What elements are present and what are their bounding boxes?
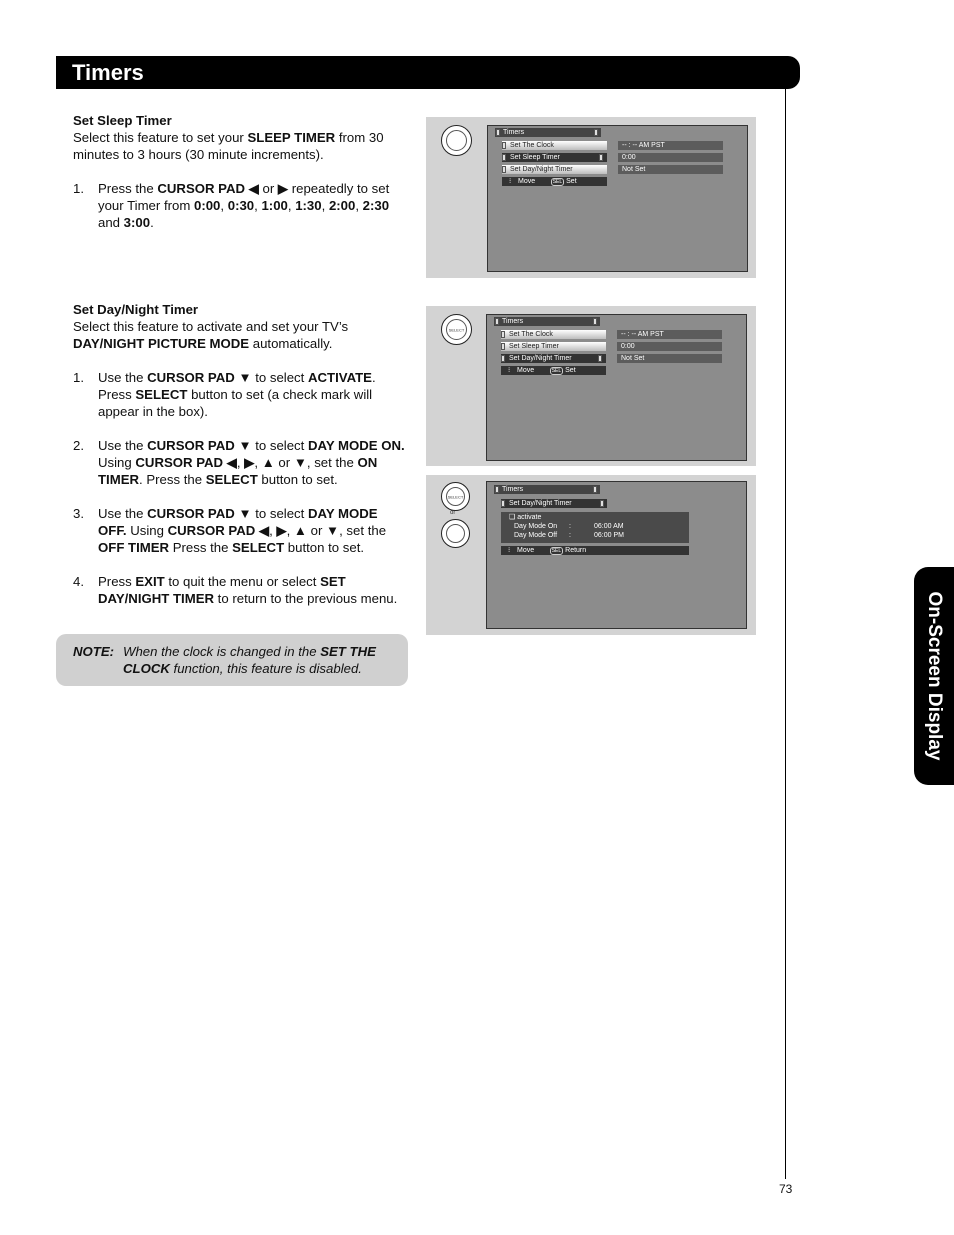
- margin-rule: [785, 89, 786, 1179]
- daynight-step-4: 4. Press EXIT to quit the menu or select SET DAY/NIGHT TIMER to return to the previous menu.: [73, 574, 398, 606]
- daynight-timer-heading: Set Day/Night Timer: [73, 302, 199, 317]
- select-key-icon: SEL: [551, 368, 562, 374]
- menu-edge-icon: [495, 486, 499, 493]
- menu-edge-icon: [593, 318, 597, 325]
- menu-hint-bar: ⁝ Move SEL Set: [501, 366, 606, 375]
- day-mode-on-label: Day Mode On: [514, 523, 558, 530]
- clock-value: -- : -- AM PST: [617, 330, 722, 339]
- up-down-arrows-icon: ⁝: [508, 547, 511, 554]
- sleep-value: 0:00: [618, 153, 723, 162]
- sleep-steps: [73, 180, 408, 231]
- menu-edge-icon: [496, 129, 500, 136]
- daynight-settings-box: [501, 512, 689, 543]
- day-mode-on-colon: :: [569, 523, 571, 530]
- menu-edge-icon: [501, 500, 505, 507]
- daynight-timer-section: [73, 301, 408, 607]
- arrows-icon: ⁝: [509, 178, 512, 185]
- select-key-icon: SEL: [552, 179, 563, 185]
- cursor-pad-icon: [441, 519, 470, 548]
- tv-menu-screen: [486, 481, 747, 629]
- daynight-value: Not Set: [617, 354, 722, 363]
- menu-edge-icon: [501, 355, 505, 362]
- menu-edge-icon: [502, 166, 506, 173]
- submenu-title: Set Day/Night Timer: [501, 499, 607, 508]
- section-tab-label: On-Screen Display: [924, 591, 945, 761]
- menu-edge-icon: [495, 318, 499, 325]
- or-label: or: [450, 510, 456, 516]
- cursor-pad-icon: [441, 125, 472, 156]
- menu-edge-icon: [593, 486, 597, 493]
- daynight-steps: [73, 369, 408, 607]
- menu-hint-bar: ⁝ Move SEL Set: [502, 177, 607, 186]
- note-text: When the clock is changed in the SET THE CLOCK function, this feature is disabled.: [123, 644, 376, 676]
- sleep-timer-screenshot: [426, 117, 756, 278]
- page-number: 73: [779, 1182, 793, 1196]
- sleep-value: 0:00: [617, 342, 722, 351]
- daynight-step-2: 2. Use the CURSOR PAD ▼ to select DAY MODE ON. Using CURSOR PAD ◀, ▶, ▲ or ▼, set the ON TIMER. Press the SELECT button to set.: [73, 438, 405, 487]
- daynight-value: Not Set: [618, 165, 723, 174]
- clock-value: -- : -- AM PST: [618, 141, 723, 150]
- arrows-icon: ⁝: [508, 367, 511, 374]
- sleep-step-1: 1. Press the CURSOR PAD ◀ or ▶ repeatedly to set your Timer from 0:00, 0:30, 1:00, 1:30, 2:00, 2:30 and 3:00.: [73, 181, 390, 230]
- tv-menu-screen: [486, 314, 747, 461]
- menu-item-daynight-timer: Set Day/Night Timer: [502, 165, 607, 174]
- day-mode-off-colon: :: [569, 532, 571, 539]
- menu-edge-icon: [600, 500, 604, 507]
- daynight-timer-intro: Select this feature to activate and set your TV’s DAY/NIGHT PICTURE MODE automatically.: [73, 319, 349, 351]
- daynight-step-1: 1. Use the CURSOR PAD ▼ to select ACTIVATE. Press SELECT button to set (a check mark will appear in the box).: [73, 370, 376, 419]
- page-title-bar: [56, 56, 800, 89]
- menu-edge-icon: [599, 154, 603, 161]
- day-mode-on-value: 06:00 AM: [594, 523, 624, 530]
- menu-edge-icon: [501, 331, 505, 338]
- tv-menu-screen: [487, 125, 748, 272]
- menu-edge-icon: [594, 129, 598, 136]
- page-title: Timers: [72, 60, 144, 85]
- note-label: NOTE:: [73, 644, 115, 659]
- menu-item-set-clock: Set The Clock: [501, 330, 606, 339]
- menu-item-sleep-timer: Set Sleep Timer: [501, 342, 606, 351]
- sleep-timer-intro: Select this feature to set your SLEEP TIMER from 30 minutes to 3 hours (30 minute increments).: [73, 130, 384, 162]
- sleep-timer-heading: Set Sleep Timer: [73, 113, 172, 128]
- menu-edge-icon: [501, 343, 505, 350]
- day-mode-off-label: Day Mode Off: [514, 532, 558, 539]
- menu-title: Timers: [494, 485, 600, 494]
- sleep-timer-section: [73, 112, 408, 231]
- note-box: [56, 634, 408, 686]
- select-button-icon: SELECT: [441, 482, 470, 511]
- menu-item-sleep-timer: Set Sleep Timer: [502, 153, 607, 162]
- menu-item-set-clock: Set The Clock: [502, 141, 607, 150]
- daynight-settings-screenshot: [426, 475, 756, 635]
- day-mode-off-value: 06:00 PM: [594, 532, 624, 539]
- menu-edge-icon: [502, 142, 506, 149]
- daynight-menu-screenshot: [426, 306, 756, 466]
- select-key-icon: SEL: [551, 548, 562, 554]
- daynight-step-3: 3. Use the CURSOR PAD ▼ to select DAY MODE OFF. Using CURSOR PAD ◀, ▶, ▲ or ▼, set the OFF TIMER Press the SELECT button to set.: [73, 506, 387, 555]
- menu-hint-bar: ⁝ Move SEL Return: [501, 546, 689, 555]
- menu-title: Timers: [495, 128, 601, 137]
- activate-checkbox: ❑ activate: [509, 514, 542, 521]
- menu-title: Timers: [494, 317, 600, 326]
- section-tab: [914, 567, 954, 785]
- select-button-icon: SELECT: [441, 314, 472, 345]
- menu-edge-icon: [502, 154, 506, 161]
- menu-item-daynight-timer: Set Day/Night Timer: [501, 354, 606, 363]
- menu-edge-icon: [598, 355, 602, 362]
